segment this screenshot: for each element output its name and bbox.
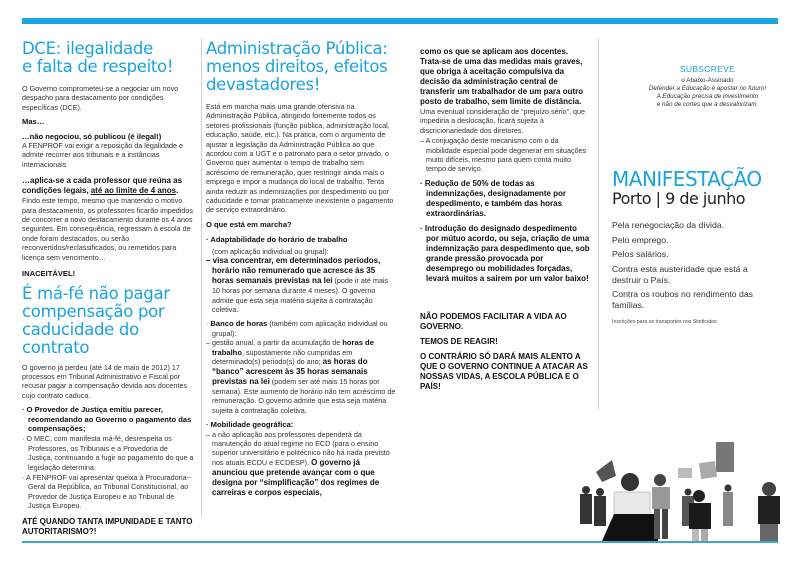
bullet-1-text: O Provedor de Justiça emitiu parecer, recomendando ao Governo o pagamento das compensações; [26, 405, 192, 433]
item-2-text-a: – gestão anual, a partir da acumulação de [206, 338, 343, 348]
bullet-2-text: O MEC, com manifesta má-fé, desrespeita os Professores, os Tribunais e a Provedoria de Justiça, continuando a fugir ao pagamento do que a legislação determina. [26, 434, 194, 472]
dce-p3-heading: …aplica-se a cada professor que reúna as condições legais, [22, 176, 183, 196]
reason-item: Pelos salários. [612, 249, 669, 259]
call-1: NÃO PODEMOS FACILITAR A VIDA AO GOVERNO. [420, 311, 567, 331]
reducao-text: Redução de 50% de todas as indemnizações, designadamente por despedimento, e também das horas extraordinárias. [424, 178, 567, 218]
dce-p3-dot: . [176, 186, 179, 196]
subscreve-block [625, 65, 790, 109]
protest-crowd-photo [578, 410, 786, 541]
item-3-bold: O governo já anunciou que pretende avançar com o que designa por “simplificação” dos regimes de carreiras e corpos especiais, [212, 457, 380, 497]
inscricoes-note: Inscrições para os transportes nos Sindicatos [612, 319, 717, 325]
item-3-body [206, 430, 396, 498]
subscreve-line-1: o Abaixo-Assinado [681, 77, 734, 85]
subscreve-line-4: e não de cortes que a desvalorizam. [656, 101, 759, 109]
dce-paragraph-2 [22, 132, 194, 170]
call-to-action [420, 312, 590, 392]
top-accent-bar-1 [22, 18, 200, 24]
column-continuation [420, 47, 590, 397]
compensacao-bullet-2: · O MEC, com manifesta má-fé, desrespeita os Professores, os Tribunais e a Provedoria de Justiça, continuando a fugir ao pagamento do que a legislação determina. [22, 434, 194, 472]
call-2: TEMOS DE REAGIR! [420, 336, 498, 346]
compensacao-bullet-3: · A FENPROF vai apresentar queixa à Procuradoria--Geral da República, ao Tribunal Constitucional, ao Provedor de Justiça Europeu e ao Tribunal de Justiça Europeu. [22, 472, 192, 511]
admin-item-1 [206, 235, 396, 314]
dce-mas: Mas… [22, 117, 45, 127]
item-2-text-c: (podem ser até mais 15 horas por semana). Este aumento de horário não tem acréscimo de remuneração. O governo admite que esta seja matéria sujeita à contratação coletiva. [212, 376, 396, 415]
compensacao-title-line-3: caducidade do contrato [22, 319, 139, 357]
item-1-body [206, 256, 396, 314]
reason-item: Pelo emprego. [612, 234, 669, 245]
admin-title [206, 40, 396, 94]
dce-title-line-1: DCE: ilegalidade [22, 39, 153, 58]
dce-p3-limit: até ao limite de 4 anos [90, 186, 177, 196]
item-2-title: · Banco de horas (também com aplicação individual ou grupal): [206, 319, 388, 338]
column-administracao [206, 40, 396, 498]
subscreve-line-2: Defender a Educação é apostar no futuro! [648, 85, 767, 93]
subscreve-line-3: A Educação precisa de investimento [656, 93, 759, 101]
dce-p2-heading: …não negociou, só publicou (é ilegal!) [22, 131, 162, 141]
compensacao-bullet-1: · O Provedor de Justiça emitiu parecer, recomendando ao Governo o pagamento das compensações; [22, 405, 192, 433]
protest-sign-icon [716, 442, 734, 472]
manifestacao-block [612, 168, 797, 325]
continuation-bold: como os que se aplicam aos docentes. Trata-se de uma das medidas mais graves, que obriga à aceitação compulsiva da decisão da administração central de transferir um trabalhador de um para outro posto de trabalho, sem limite de distância. [420, 47, 584, 106]
admin-title-line-1: Administração Pública: [206, 39, 388, 58]
item-1-bold: – visa concentrar, em determinados periodos, horário não remunerado que acresce às 35 horas semanais previstas na lei [206, 256, 381, 286]
column-divider-3 [598, 38, 599, 460]
item-3-title: · Mobilidade geográfica: [206, 420, 294, 430]
admin-title-line-3: devastadores! [206, 75, 321, 94]
admin-title-line-2: menos direitos, efeitos [206, 57, 388, 76]
top-accent-bar-4 [600, 18, 778, 24]
dce-inaceitavel: INACEITÁVEL! [22, 269, 76, 279]
call-3: O CONTRÁRIO SÓ DARÁ MAIS ALENTO A QUE O GOVERNO CONTINUE A ATACAR AS NOSSAS VIDAS, A ESCOLA PÚBLICA E O PAÍS! [420, 351, 588, 391]
dce-p2-text: A FENPROF vai exigir a reposição da legalidade e admite recorrer aos tribunais e a instâncias internacionais [22, 141, 184, 169]
item-2-bold-b: as horas do “banco” acrescem às 35 horas semanais previstas na lei [212, 356, 368, 386]
reasons-list [612, 220, 797, 311]
item-2-text-b: , supostamente não cumpridas em determinado(s) periodo(s) do ano; [212, 347, 353, 366]
item-2-title-text: Banco de horas [210, 319, 268, 329]
manifestacao-location-date: Porto | 9 de junho [612, 189, 746, 208]
reason-item: Pela renegociação da dívida. [612, 220, 725, 230]
item-2-body [206, 338, 396, 415]
item-1-title-text: Adaptabilidade do horário de trabalho [210, 235, 348, 245]
compensacao-intro: O governo já perdeu (até 14 de maio de 2012) 17 processos em Tribunal Administrativo e Fiscal por recusar pagar a compensação devida aos docentes cujo contrato caduca. [22, 362, 188, 400]
conjugacao-text: – A conjugação deste mecanismo com o da mobilidade especial pode degenerar em situações muito difíceis, mesmo para quem conta muito tempo de serviço. [420, 136, 587, 174]
dce-title-line-2: e falta de respeito! [22, 57, 174, 76]
reason-item: Contra esta austeridade que está a destruir o País. [612, 263, 748, 285]
compensacao-title [22, 285, 194, 357]
item-3-title-text: Mobilidade geográfica: [210, 420, 294, 430]
bullet-3-text: A FENPROF vai apresentar queixa à Procuradoria--Geral da República, ao Tribunal Constitucional, ao Provedor de Justiça Europeu e ao Tribunal de Justiça Europeu. [26, 472, 192, 511]
column-divider-1 [201, 38, 202, 516]
protest-crowd-icon [578, 410, 786, 541]
item-3-text: – a não aplicação aos professores dependerá da manutenção do atual regime no ECD (para o ensino superior universitário e politécnico não há nada previsto nos atuais ECDU e ECDESP). [206, 429, 390, 467]
manifestacao-title: MANIFESTAÇÃO [612, 167, 762, 191]
compensacao-closing: ATÉ QUANDO TANTA IMPUNIDADE E TANTO AUTORITARISMO?! [22, 516, 193, 536]
item-1-sub: (com aplicação individual ou grupal): [212, 246, 329, 256]
dce-paragraph-3 [22, 176, 194, 262]
column-dce [22, 40, 194, 542]
subscreve-title: SUBSCREVE [679, 64, 736, 74]
dce-intro: O Governo comprometeu-se a negociar um novo despacho para destacamento por condições específicas (DCE). [22, 84, 179, 112]
admin-item-2 [206, 319, 396, 415]
item-2-bold-a: horas de trabalho [212, 338, 374, 357]
item-1-title: · Adaptabilidade do horário de trabalho [206, 235, 348, 245]
despedimento-bullet: · Introdução do designado despedimento por mútuo acordo, ou seja, criação de uma indemnização para despedimento que, sob grande pressão provocada por desemprego ou mobilidades forçadas, levará muitos a sairem por um valor baixo! [420, 223, 590, 283]
column-manifestacao [605, 60, 790, 109]
continuation-text: Uma eventual consideração de “prejuízo sério”, que impediria a deslocação, ficará sujeita à discricionariedade dos diretores. [420, 107, 586, 135]
dce-p3-text: Findo este tempo, mesmo que mantendo o motivo para destacamento, os professores ficarão impedidos de concorrer a novo destacamento durante os 4 anos seguintes. Em consequência, regressam à escola de onde foram destacados, ou serão reconvertidos/reclassificados, ou remetidos para licença sem vencimento… [22, 196, 193, 262]
item-2-sub: (também com aplicação individual ou grupal): [212, 319, 388, 338]
reducao-bullet: · Redução de 50% de todas as indemnizações, designadamente por despedimento, e também das horas extraordinárias. [420, 178, 567, 218]
admin-question: O que está em marcha? [206, 219, 292, 229]
admin-intro: Está em marcha mais uma grande ofensiva na Administração Pública, atingindo fortemente todos os setores profissionais (função pública, administração local, educação, saúde, etc.). Na prática, com o argumento de ajustar a legislação da Administração Pública ao que acordou com a UGT e o patronato para o setor privado, o Governo quer aumentar o tempo de trabalho sem acréscimo de remuneração, quer restringir ainda mais o emprego e impor a mudança do local de trabalho. Tenta ainda reduzir as indemnizações por despedimento ou por caducidade e tornar praticamente inexistente o pagamento de serviço extraordinário. [206, 102, 394, 215]
continuation-paragraph [420, 47, 590, 135]
reason-item: Contra os roubos no rendimento das famílias. [612, 289, 754, 310]
admin-item-3 [206, 420, 396, 498]
compensacao-title-line-1: É má-fé não pagar [22, 283, 170, 303]
compensacao-title-line-2: compensação por [22, 301, 165, 321]
despedimento-text: Introdução do designado despedimento por mútuo acordo, ou seja, criação de uma indemnização para despedimento que, sob grande pressão provocada por desemprego ou mobilidades forçadas, levará muitos a sairem por um valor baixo! [424, 223, 590, 283]
top-accent-bar-3 [405, 18, 603, 24]
dce-title [22, 40, 194, 76]
top-accent-bar-2 [200, 18, 408, 24]
item-1-text: (pode ir até mais 10 horas por semana durante 4 meses). O governo admite que esta seja matéria sujeita à contratação coletiva. [212, 276, 389, 314]
